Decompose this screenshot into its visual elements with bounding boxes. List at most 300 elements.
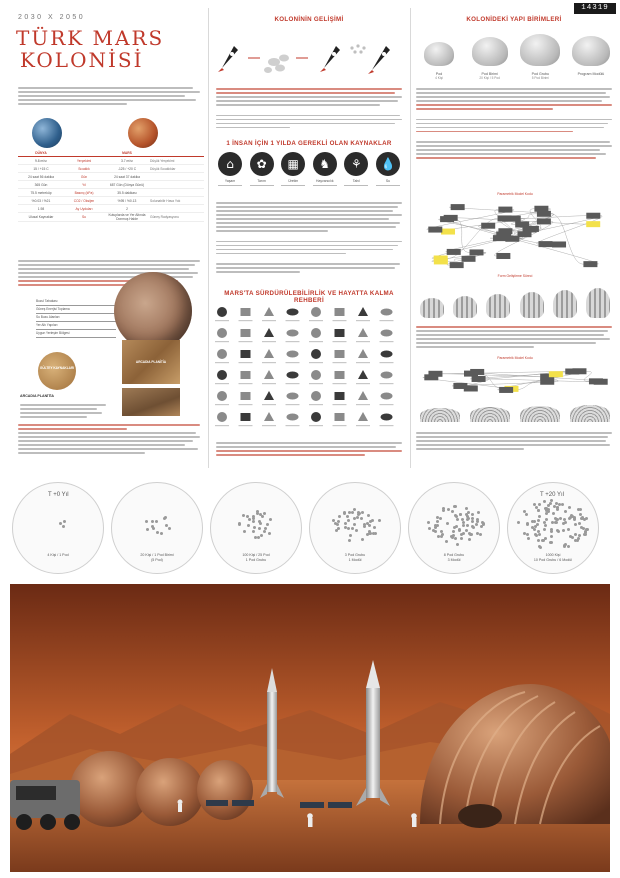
- comparison-row: [18, 205, 204, 213]
- pod-dot: [563, 545, 566, 548]
- pod-dot: [441, 533, 444, 536]
- section-colony-growth: KOLONİNİN GELİŞİMİ: [274, 16, 344, 23]
- pod-dot: [526, 523, 529, 526]
- site-legend: [36, 298, 116, 338]
- resource-item: [216, 152, 244, 186]
- form-step-shape: [486, 294, 510, 318]
- resources-text: [216, 200, 402, 275]
- pod-dot: [347, 519, 350, 522]
- pod-dot: [471, 513, 474, 516]
- pod-dot: [145, 520, 148, 523]
- pod-dot: [468, 538, 471, 541]
- mars-note: Güneş Radyasyonu: [150, 215, 179, 219]
- pod-dot: [538, 515, 541, 518]
- house-icon: ⌂: [218, 152, 242, 176]
- comparison-label: Gün: [80, 174, 88, 179]
- resource-item: [248, 152, 276, 186]
- guide-item-icon: [380, 393, 394, 406]
- form-step-shape: [586, 288, 610, 318]
- pod-dot: [353, 517, 356, 520]
- pod-dot: [465, 507, 468, 510]
- comparison-row: [18, 213, 204, 222]
- pod-dot: [353, 523, 356, 526]
- graph-node: [499, 387, 513, 393]
- mars-value: 35.5 dakikası: [117, 190, 137, 195]
- timeline-step-label: 3 Pod Grubu: [344, 553, 366, 557]
- comparison-table: [18, 151, 204, 222]
- col-header-earth: DÜNYA: [35, 151, 47, 155]
- guide-item-icon: [215, 307, 229, 321]
- pod-dot: [564, 521, 567, 524]
- unit-name: Program Modülü: [577, 71, 605, 76]
- pod-dot: [442, 507, 445, 510]
- pod-dot: [349, 534, 352, 537]
- pod-dot: [467, 511, 470, 514]
- pod-dot: [558, 503, 561, 506]
- timeline-step-label: 100 Kişi / 25 Pod: [242, 553, 270, 557]
- cow-icon: ♞: [313, 152, 337, 176]
- pod-dot: [165, 524, 168, 527]
- timeline-step-label: 8 Pod Grubu: [443, 553, 465, 557]
- form-text: [416, 324, 612, 350]
- pod-dot: [156, 531, 159, 534]
- mars-value: 3.7 m/s²: [121, 158, 133, 163]
- pod-dot: [564, 510, 567, 513]
- resource-label: Tahıl: [352, 179, 360, 183]
- unit-name: Pod Birimi: [481, 71, 498, 76]
- timeline-step-sublabel: 10 Pod Grubu / 6 Modül: [533, 558, 573, 562]
- pod-dot: [242, 514, 245, 517]
- pod-dot: [538, 503, 541, 506]
- arcadia-title: ARCADIA PLANİTİA: [20, 394, 55, 398]
- unit-item: [416, 26, 462, 80]
- timeline-step-sublabel: (5 Pod): [151, 558, 163, 562]
- graph-node: [586, 221, 600, 227]
- site-label: GÜLTEY KAYNAKLARI: [39, 366, 75, 370]
- guide-item-icon: [333, 329, 347, 342]
- pod-dot: [543, 500, 546, 503]
- pod-dot: [437, 535, 440, 538]
- pod-dot: [348, 539, 351, 542]
- mars-note: Solunabilir Hava Yok: [150, 198, 181, 203]
- earth-planet: [32, 118, 62, 148]
- guide-item-icon: [333, 413, 347, 426]
- pod-dot: [343, 512, 346, 515]
- comparison-label: Yerçekimi: [76, 158, 92, 163]
- pod-dot: [574, 523, 577, 526]
- parametric-label-1: Parametrik Model Kodu: [497, 192, 533, 196]
- pod-dot: [353, 508, 356, 511]
- pod-dot: [363, 525, 366, 528]
- timeline-step-label: 1000 Kişi: [545, 553, 561, 557]
- graph-node: [450, 262, 464, 268]
- pod-dot: [269, 518, 272, 521]
- comparison-label: Yıl: [82, 182, 86, 187]
- pod-dot: [584, 533, 587, 536]
- units-text: [416, 86, 612, 161]
- pod-dot: [347, 527, 350, 530]
- resource-label: Yaşam: [224, 179, 236, 183]
- pod-dot: [151, 520, 154, 523]
- intro-text: [18, 85, 200, 107]
- pod-dot: [550, 535, 553, 538]
- pod-dot: [460, 533, 463, 536]
- pod-dot: [374, 532, 377, 535]
- pod-dot: [428, 527, 431, 530]
- comparison-row: [18, 157, 204, 165]
- pod-dot: [344, 522, 347, 525]
- graph-node: [470, 369, 484, 375]
- pod-dot: [547, 508, 550, 511]
- pod-dot: [361, 511, 364, 514]
- pod-dot: [252, 530, 255, 533]
- graph-node: [583, 261, 597, 267]
- plant-icon: ✿: [250, 152, 274, 176]
- resource-label: Üretim: [288, 179, 299, 183]
- guide-item-icon: [262, 391, 276, 405]
- pod-dot: [568, 506, 571, 509]
- comparison-label: Ay Uyduları: [75, 206, 93, 211]
- comparison-label: Basınç (kPa): [74, 190, 94, 195]
- timeline-step: [210, 482, 302, 574]
- legend-item: Su Buzu Alanları: [36, 314, 116, 322]
- pod-dot: [155, 520, 158, 523]
- pod-dot: [585, 517, 588, 520]
- mars-value: Kutuplarda ve Yer Altında Donmuş Halde: [108, 213, 146, 221]
- section-resources: 1 İNSAN İÇİN 1 YILDA GEREKLİ OLAN KAYNAKLAR: [226, 140, 392, 147]
- earth-value: 24 saat 56 dakika: [28, 174, 54, 179]
- guide-item-icon: [356, 412, 370, 426]
- pod-dot: [263, 512, 266, 515]
- graph-node: [518, 231, 532, 237]
- guide-item-icon: [333, 350, 347, 363]
- earth-value: Ulusal Kaynaklar: [28, 215, 54, 219]
- wheat-icon: ⚘: [344, 152, 368, 176]
- graph-node: [538, 241, 552, 247]
- guide-item-icon: [356, 349, 370, 363]
- pod-dot: [470, 533, 473, 536]
- pod-dot: [445, 540, 448, 543]
- guide-item-icon: [239, 371, 253, 384]
- dome-variant: [520, 406, 560, 422]
- pod-dot: [549, 541, 552, 544]
- guide-item-icon: [215, 349, 229, 363]
- pod-dot: [268, 532, 271, 535]
- mars-note: Düşük Yerçekimi: [150, 158, 175, 163]
- parametric-node-graph: [416, 198, 612, 270]
- pod-dot: [454, 537, 457, 540]
- resource-icons: [216, 152, 402, 186]
- guide-item-icon: [286, 372, 300, 385]
- mars-planet: [128, 118, 158, 148]
- pod-dot: [259, 513, 262, 516]
- pod-dot: [479, 533, 482, 536]
- pod-dot: [536, 523, 539, 526]
- pod-dot: [337, 520, 340, 523]
- pod-dot: [258, 527, 261, 530]
- pod-dot: [378, 519, 381, 522]
- pod-dot: [535, 534, 538, 537]
- timeline-start-label: T +0 Yıl: [48, 492, 69, 498]
- guide-item-icon: [286, 309, 300, 322]
- dome-variants: [420, 398, 610, 422]
- graph-node: [537, 211, 551, 217]
- earth-value: 15 / +15 C: [33, 166, 49, 171]
- pod-dot: [577, 537, 580, 540]
- guide-item-icon: [286, 393, 300, 406]
- pod-dot: [567, 545, 570, 548]
- pod-dot: [358, 512, 361, 515]
- guide-item-icon: [333, 392, 347, 405]
- graph-node: [549, 371, 563, 377]
- unit-name: Pod: [435, 72, 443, 76]
- pod-dot: [466, 518, 469, 521]
- pod-dot: [266, 523, 269, 526]
- timeline-step-sublabel: 3 Modül: [447, 558, 461, 562]
- comparison-row: [18, 189, 204, 197]
- form-process-row: [420, 284, 610, 318]
- pod-dot: [460, 537, 463, 540]
- pod-dot: [264, 527, 267, 530]
- pod-dot: [263, 530, 266, 533]
- section-colony-units: KOLONİDEKİ YAPI BİRİMLERİ: [466, 16, 562, 23]
- resource-item: [342, 152, 370, 186]
- pod-dot: [459, 513, 462, 516]
- pod-dot: [525, 513, 528, 516]
- guide-item-icon: [356, 328, 370, 342]
- form-step-shape: [420, 298, 444, 318]
- comparison-row: [18, 173, 204, 181]
- pod-dot: [63, 520, 66, 523]
- left-bottom-text: [18, 422, 200, 456]
- guide-item-icon: [262, 412, 276, 426]
- pod-dot: [574, 533, 577, 536]
- pod-dot: [447, 508, 450, 511]
- page-title-line2: KOLONİSİ: [20, 48, 144, 72]
- pod-dot: [471, 520, 474, 523]
- drop-icon: 💧: [376, 152, 400, 176]
- mars-colony-render: [10, 584, 610, 872]
- guide-item-icon: [215, 328, 229, 342]
- pod-dot: [549, 502, 552, 505]
- pod-dot: [482, 522, 485, 525]
- pod-dot: [452, 530, 455, 533]
- comparison-label: Su: [81, 215, 87, 219]
- pod-dot: [434, 530, 437, 533]
- guide-item-icon: [380, 309, 394, 322]
- comparison-row: [18, 197, 204, 205]
- sheet-number: 14319: [574, 3, 616, 14]
- pod-dot: [361, 538, 364, 541]
- pod-dot: [369, 520, 372, 523]
- page-title-line1: TÜRK MARS: [16, 26, 165, 50]
- pod-dot: [260, 534, 263, 537]
- timeline-step: [408, 482, 500, 574]
- pod-dot: [557, 530, 560, 533]
- pod-icon: [472, 37, 508, 66]
- guide-item-icon: [239, 329, 253, 342]
- pod-dot: [537, 519, 540, 522]
- parametric-node-graph-2: [416, 362, 612, 394]
- resource-label: Hayvancılık: [316, 179, 334, 183]
- comparison-row: [18, 165, 204, 173]
- dome-variant: [420, 408, 460, 422]
- form-step-shape: [553, 290, 577, 318]
- resource-label: Su: [385, 179, 391, 183]
- pod-dot: [538, 545, 541, 548]
- timeline-step: [111, 482, 203, 574]
- mars-globe: [114, 272, 192, 350]
- earth-value: 9.8 m/s²: [35, 158, 47, 163]
- pod-dot: [555, 521, 558, 524]
- sustainability-icon-grid: [214, 302, 404, 438]
- pod-dot: [259, 522, 262, 525]
- guide-item-icon: [286, 351, 300, 364]
- guide-item-icon: [286, 414, 300, 427]
- guide-item-icon: [286, 330, 300, 343]
- guide-item-icon: [380, 351, 394, 364]
- site-marker: [38, 352, 76, 390]
- graph-node: [502, 216, 516, 222]
- rocket-icon: [368, 46, 390, 74]
- section-sustainability: MARS'TA SÜRDÜRÜLEBİLİRLİK VE HAYATTA KALMA REHBERİ: [224, 290, 394, 304]
- earth-value: 1.98: [37, 206, 45, 211]
- pod-dot: [253, 526, 256, 529]
- pod-dot: [456, 543, 459, 546]
- pod-dot: [556, 506, 559, 509]
- pod-dot: [450, 535, 453, 538]
- graph-node: [540, 379, 554, 385]
- graph-node: [498, 207, 512, 213]
- dome-variant: [570, 405, 610, 422]
- mars-value: 24 saat 37 dakika: [114, 174, 140, 179]
- resource-item: [279, 152, 307, 186]
- dome-variant: [470, 407, 510, 422]
- pod-dot: [454, 514, 457, 517]
- graph-node: [589, 378, 603, 384]
- pod-dot: [346, 515, 349, 518]
- guide-item-icon: [309, 328, 323, 342]
- graph-node: [444, 215, 458, 221]
- mars-note: Düşük Sıcaklıklar: [150, 166, 176, 171]
- guide-item-icon: [215, 391, 229, 405]
- pod-dot: [257, 536, 260, 539]
- mars-value: -125 / +20 C: [117, 166, 137, 171]
- pod-dot: [578, 522, 581, 525]
- col-header-mars: MARS: [122, 151, 132, 155]
- rocket-icon: [320, 46, 340, 72]
- pod-dot: [543, 528, 546, 531]
- legend-item: Uygun Yerleşim Bölgesi: [36, 330, 116, 338]
- pod-dot: [527, 537, 530, 540]
- pod-dot: [545, 512, 548, 515]
- guide-item-icon: [309, 370, 323, 384]
- pod-dot: [517, 521, 520, 524]
- pod-dot: [458, 529, 461, 532]
- pod-dot: [523, 510, 526, 513]
- pod-dot: [446, 522, 449, 525]
- legend-item: Yer Altı Yapıları: [36, 322, 116, 330]
- unit-sub: 5 Pod Birimi: [531, 76, 549, 80]
- guide-item-icon: [262, 307, 276, 321]
- resource-item: [311, 152, 339, 186]
- timeline-step-sublabel: 1 Pod Grubu: [245, 558, 267, 562]
- legend-item: Buzul Tabakası: [36, 298, 116, 306]
- growth-diagram: [212, 28, 406, 82]
- earth-value: 365 Gün: [34, 182, 48, 187]
- graph-node: [462, 256, 476, 262]
- guide-item-icon: [215, 370, 229, 384]
- pod-dot: [559, 517, 562, 520]
- pod-dot: [535, 506, 538, 509]
- pod-dot: [434, 524, 437, 527]
- pod-dot: [538, 533, 541, 536]
- rover-icon: [10, 780, 80, 830]
- pod-dot: [427, 521, 430, 524]
- pod-dot: [338, 515, 341, 518]
- pod-dot: [567, 528, 570, 531]
- pod-dot: [351, 511, 354, 514]
- pod-dot: [562, 529, 565, 532]
- guide-item-icon: [333, 308, 347, 321]
- guide-item-icon: [309, 307, 323, 321]
- comparison-label: Sıcaklık: [78, 166, 90, 171]
- graph-node: [472, 376, 486, 382]
- mars-value: %95 / %0.13: [117, 198, 137, 203]
- pod-dot: [476, 532, 479, 535]
- guide-item-icon: [356, 370, 370, 384]
- unit-sub: 4 Kişi: [435, 76, 443, 80]
- pod-icon: [520, 34, 560, 66]
- pod-dot: [164, 516, 167, 519]
- pod-dot: [561, 503, 564, 506]
- graph-node: [498, 228, 512, 234]
- pod-dot: [246, 515, 249, 518]
- guide-item-icon: [239, 308, 253, 321]
- pod-dot: [477, 511, 480, 514]
- comparison-label: CO2 / Oksijen: [73, 198, 95, 203]
- graph-node: [441, 229, 455, 235]
- graph-node: [586, 213, 600, 219]
- pod-dot: [439, 517, 442, 520]
- pod-dot: [526, 533, 529, 536]
- legend-item: Güneş Enerjisi Toplama: [36, 306, 116, 314]
- form-process-label: Form Geliştirme Süreci: [497, 274, 533, 278]
- graph-node: [552, 241, 566, 247]
- earth-value: %0.03 / %21: [31, 198, 51, 203]
- pod-dot: [451, 510, 454, 513]
- guide-item-icon: [380, 372, 394, 385]
- unit-row: [416, 26, 614, 80]
- form-step-shape: [520, 292, 544, 318]
- pod-dot: [247, 524, 250, 527]
- graph-node: [525, 226, 539, 232]
- pod-dot: [160, 532, 163, 535]
- graph-node: [469, 249, 483, 255]
- guide-item-icon: [239, 350, 253, 363]
- pod-dot: [466, 524, 469, 527]
- pod-dot: [261, 515, 264, 518]
- unit-name: Pod Grubu: [531, 72, 549, 76]
- pod-dot: [476, 520, 479, 523]
- guide-item-icon: [333, 371, 347, 384]
- guide-item-icon: [380, 414, 394, 427]
- graph-node: [464, 385, 478, 391]
- pod-dot: [537, 509, 540, 512]
- resource-item: [374, 152, 402, 186]
- pod-dot: [360, 517, 363, 520]
- unit-item: [568, 26, 614, 80]
